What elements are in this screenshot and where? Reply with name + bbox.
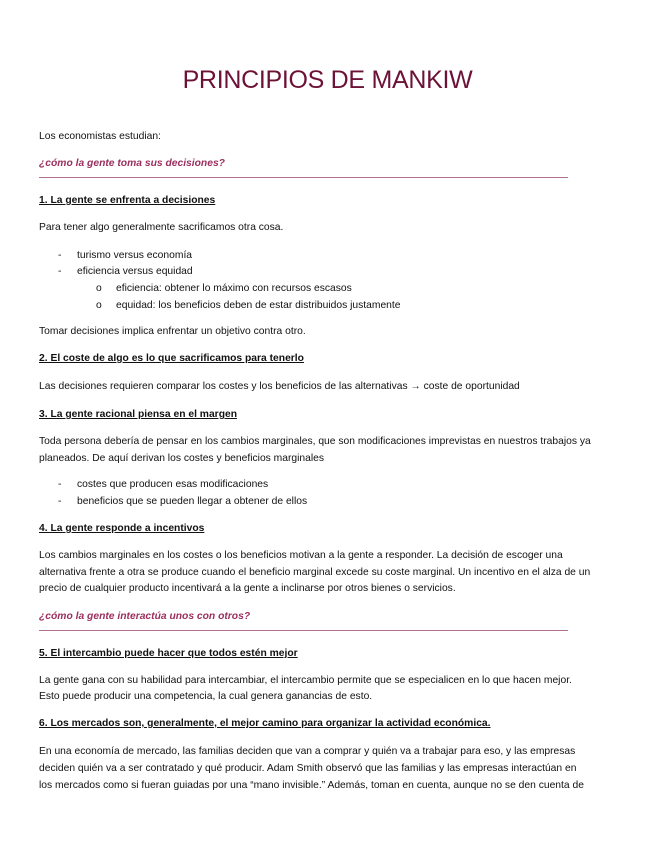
- section-3-heading: 3. La gente racional piensa en el margen: [39, 409, 237, 420]
- section-6-line: deciden quién va a ser contratado y qué producir. Adam Smith observó que las familias y las empresas interactúan en: [39, 763, 577, 774]
- section-rule: [39, 177, 568, 178]
- section-5-line: La gente gana con su habilidad para intercambiar, el intercambio permite que se especialicen en lo que hacen mejor.: [39, 675, 572, 686]
- section-5-line: Esto puede producir una competencia, la cual genera ganancias de esto.: [39, 691, 373, 702]
- bullet-marker: -: [58, 266, 62, 277]
- question-heading-2: ¿cómo la gente interactúa unos con otros?: [39, 611, 251, 622]
- section-2-heading: 2. El coste de algo es lo que sacrificamos para tenerlo: [39, 353, 304, 364]
- sub-bullet-marker: o: [96, 300, 102, 311]
- bullet-marker: -: [58, 250, 62, 261]
- section-6-line: En una economía de mercado, las familias deciden que van a comprar y quién va a trabajar para eso, y las empresas: [39, 746, 576, 757]
- section-1-text: Para tener algo generalmente sacrificamos otra cosa.: [39, 222, 284, 233]
- sub-list-item: eficiencia: obtener lo máximo con recursos escasos: [116, 283, 352, 294]
- bullet-marker: -: [58, 479, 62, 490]
- list-item: eficiencia versus equidad: [77, 266, 193, 277]
- section-5-heading: 5. El intercambio puede hacer que todos estén mejor: [39, 648, 298, 659]
- section-1-heading: 1. La gente se enfrenta a decisiones: [39, 195, 216, 206]
- sub-bullet-marker: o: [96, 283, 102, 294]
- section-3-line: planeados. De aquí derivan los costes y beneficios marginales: [39, 453, 325, 464]
- list-item: costes que producen esas modificaciones: [77, 479, 269, 490]
- section-2-text: Las decisiones requieren comparar los costes y los beneficios de las alternativas → coste de oportunidad: [39, 381, 520, 392]
- sub-list-item: equidad: los beneficios deben de estar distribuidos justamente: [116, 300, 401, 311]
- section-4-line: alternativa frente a otra se produce cuando el beneficio marginal excede su coste marginal. Un incentivo en el alza de un: [39, 567, 591, 578]
- section-6-line: los mercados como si fueran guiadas por una “mano invisible.” Además, toman en cuenta, aunque no se den cuenta de: [39, 780, 584, 791]
- section-3-line: Toda persona debería de pensar en los cambios marginales, que son modificaciones imprevistas en nuestros trabajos ya: [39, 436, 591, 447]
- question-heading-1: ¿cómo la gente toma sus decisiones?: [39, 158, 225, 169]
- section-rule: [39, 630, 568, 631]
- section-4-line: Los cambios marginales en los costes o los beneficios motivan a la gente a responder. La decisión de escoger una: [39, 550, 563, 561]
- section-6-heading: 6. Los mercados son, generalmente, el mejor camino para organizar la actividad económica.: [39, 718, 491, 729]
- intro-text: Los economistas estudian:: [39, 131, 161, 142]
- list-item: beneficios que se pueden llegar a obtener de ellos: [77, 496, 308, 507]
- section-4-heading: 4. La gente responde a incentivos: [39, 523, 205, 534]
- list-item: turismo versus economía: [77, 250, 193, 261]
- bullet-marker: -: [58, 496, 62, 507]
- page-title: PRINCIPIOS DE MANKIW: [182, 66, 473, 94]
- section-4-line: precio de cualquier producto incentivará a la gente a inclinarse por otros bienes o servicios.: [39, 583, 456, 594]
- section-1-closing: Tomar decisiones implica enfrentar un objetivo contra otro.: [39, 326, 306, 337]
